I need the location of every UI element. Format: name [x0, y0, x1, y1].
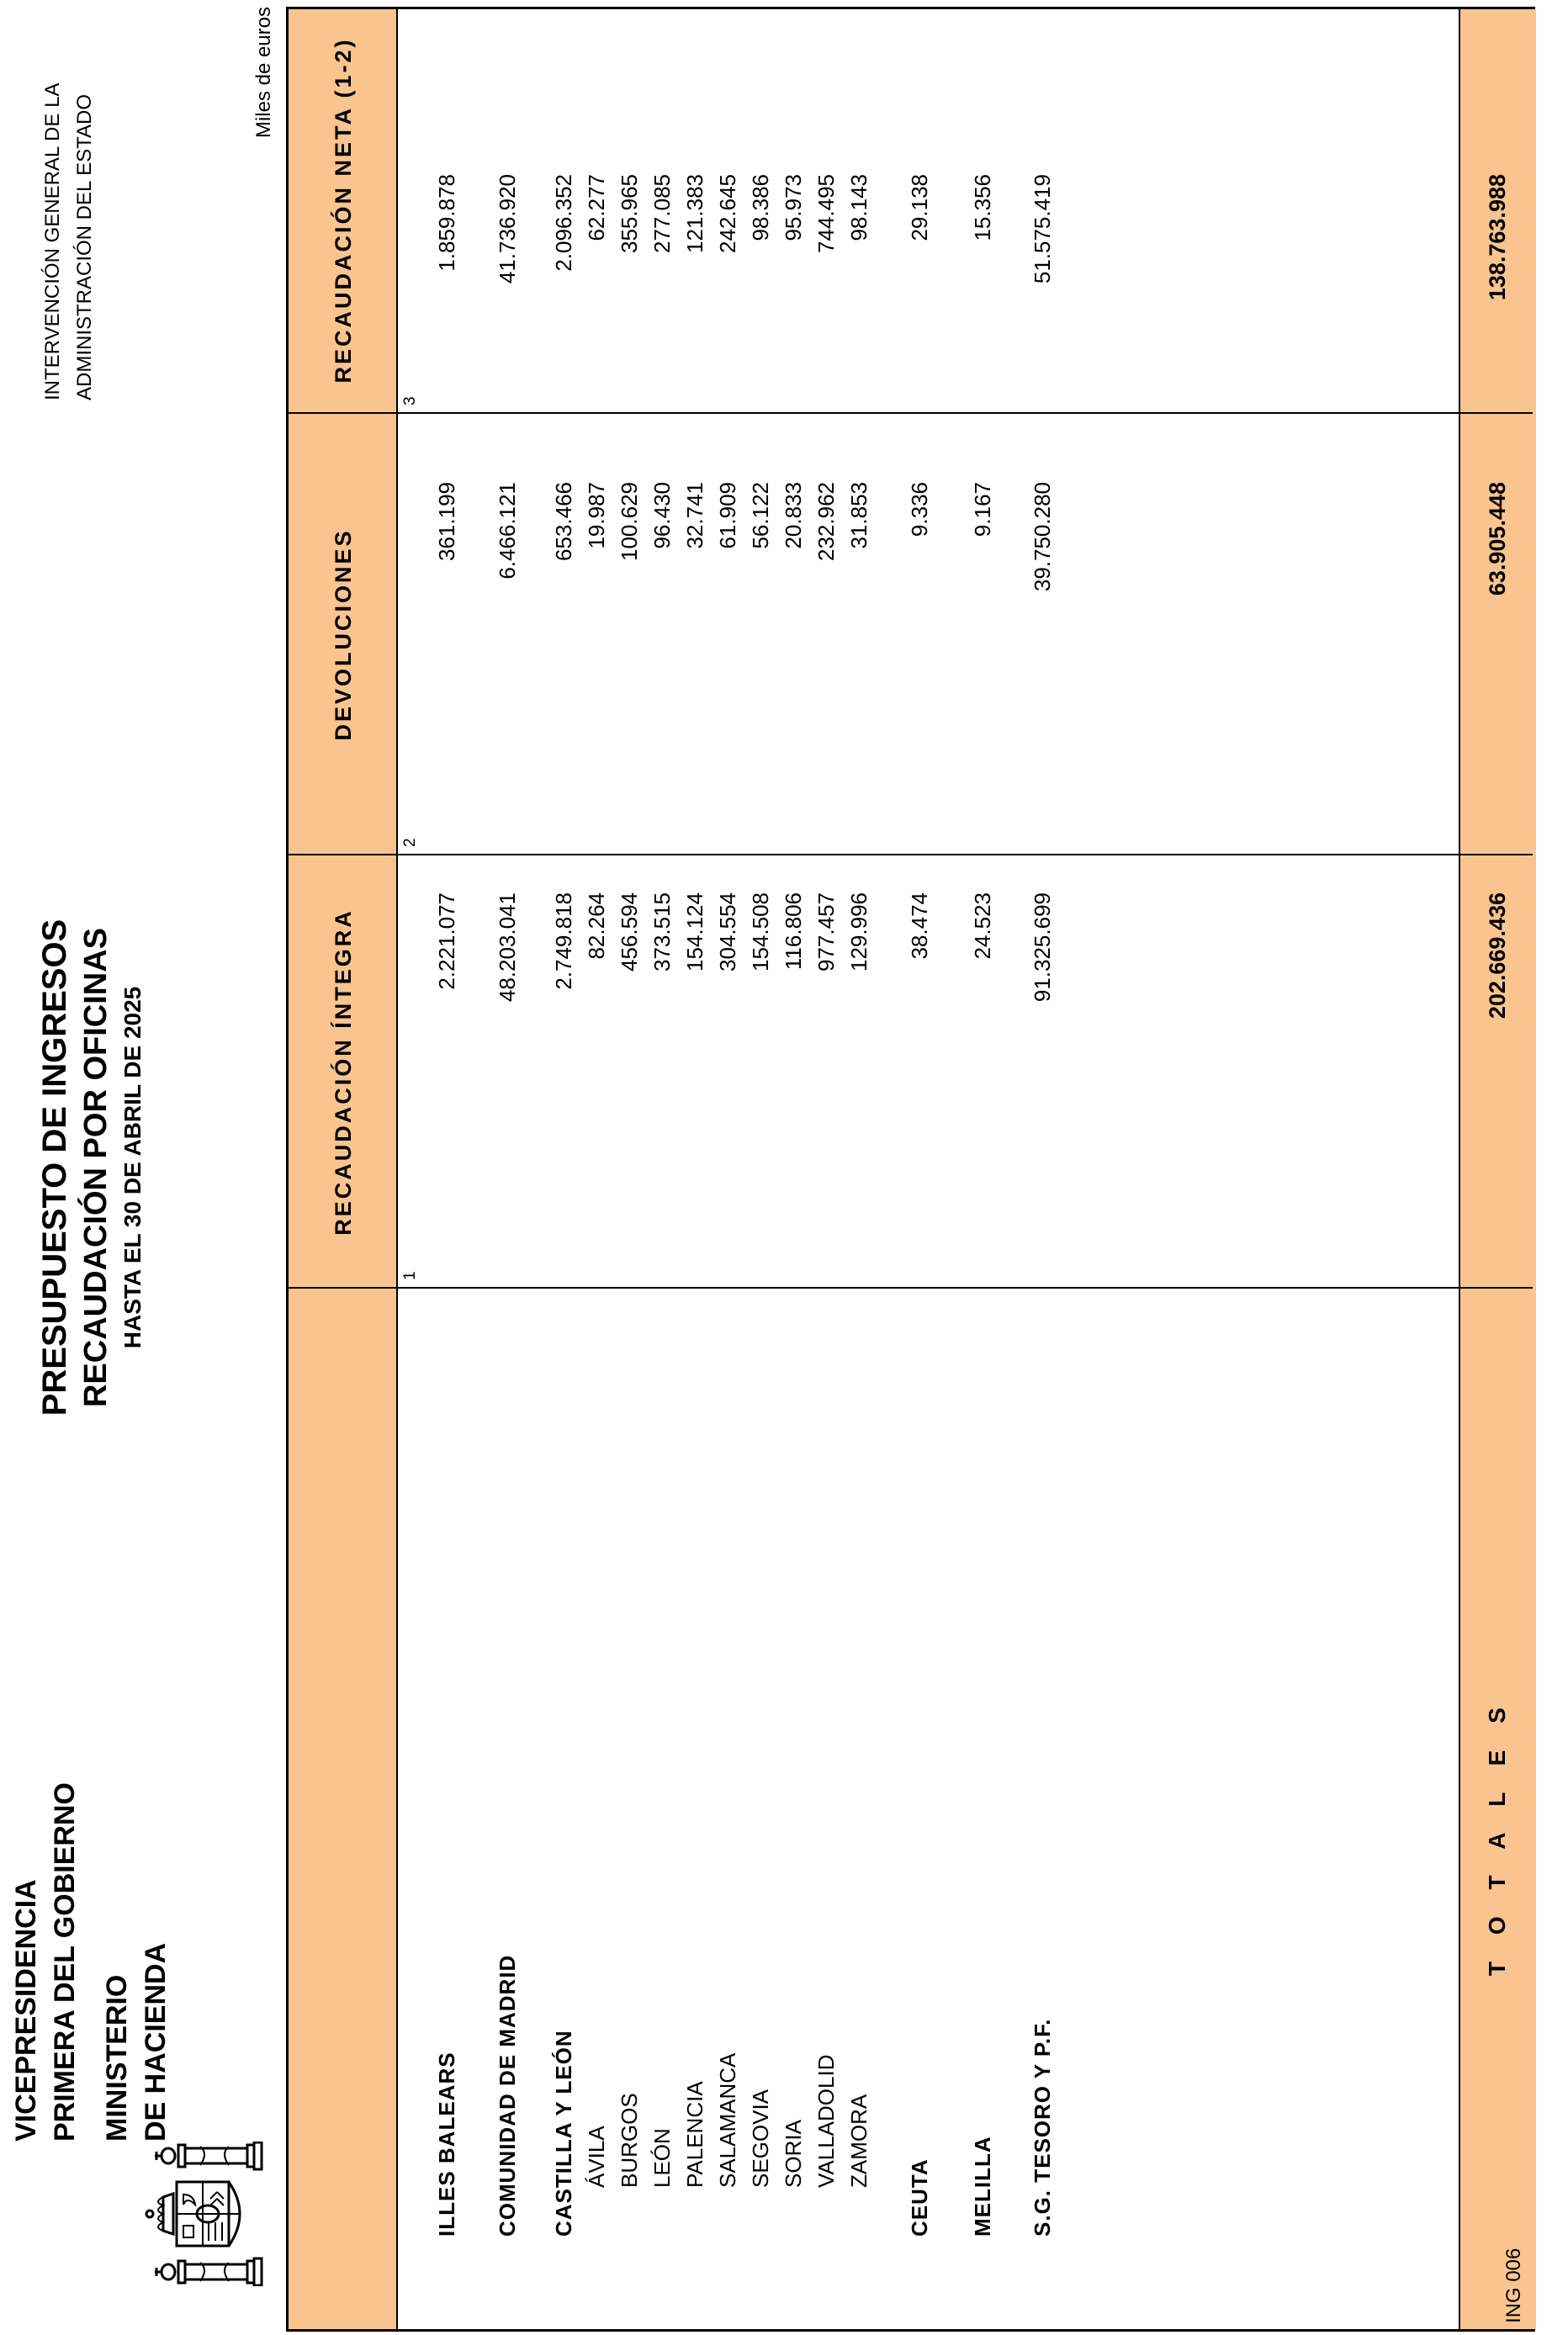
cell-devoluciones: 19.987 — [584, 482, 609, 549]
cell-devoluciones: 6.466.121 — [495, 482, 520, 580]
cell-integra: 154.508 — [748, 892, 773, 972]
cell-devoluciones: 653.466 — [551, 482, 576, 561]
revenue-table — [286, 7, 1535, 2332]
row-label-castilla-y-le-n: CASTILLA Y LEÓN — [551, 2030, 576, 2237]
cell-neta: 355.965 — [617, 174, 642, 253]
row-label-le-n: LEÓN — [649, 2128, 675, 2188]
cell-neta: 242.645 — [715, 174, 740, 253]
row-label-melilla: MELILLA — [970, 2136, 995, 2237]
report-title: PRESUPUESTO DE INGRESOS — [36, 919, 73, 1416]
row-label-burgos: BURGOS — [617, 2093, 642, 2188]
cell-neta: 744.495 — [813, 174, 839, 253]
cell-neta: 62.277 — [584, 174, 609, 241]
ministry-line: DE HACIENDA — [140, 1942, 172, 2142]
cell-devoluciones: 39.750.280 — [1030, 482, 1055, 592]
row-label-s-g-tesoro-y-p-f-: S.G. TESORO Y P.F. — [1030, 2018, 1055, 2237]
intervention-header — [37, 83, 101, 400]
cell-integra: 977.457 — [813, 892, 839, 972]
cell-neta: 121.383 — [682, 174, 707, 253]
cell-neta: 95.973 — [781, 174, 806, 241]
row-label-soria: SORIA — [781, 2120, 806, 2188]
cell-neta: 277.085 — [649, 174, 675, 253]
intervention-line: INTERVENCIÓN GENERAL DE LA — [41, 82, 64, 400]
row-label-ceuta: CEUTA — [907, 2158, 932, 2237]
cell-devoluciones: 96.430 — [649, 482, 675, 549]
cell-devoluciones: 20.833 — [781, 482, 806, 549]
cell-integra: 304.554 — [715, 892, 740, 972]
cell-devoluciones: 61.909 — [715, 482, 740, 549]
cell-devoluciones: 361.199 — [434, 482, 459, 561]
col-header-recaudacion-neta: RECAUDACIÓN NETA (1-2) — [330, 37, 356, 384]
row-label-valladolid: VALLADOLID — [813, 2054, 839, 2188]
cell-integra: 24.523 — [970, 892, 995, 960]
row-label-comunidad-de-madrid: COMUNIDAD DE MADRID — [495, 1954, 520, 2237]
cell-integra: 48.203.041 — [495, 892, 520, 1003]
cell-neta: 15.356 — [970, 174, 995, 241]
cell-integra: 456.594 — [617, 892, 642, 972]
ministry-line: PRIMERA DEL GOBIERNO — [49, 1782, 81, 2142]
cell-neta: 41.736.920 — [495, 174, 520, 284]
cell-devoluciones: 31.853 — [846, 482, 871, 549]
cell-neta: 98.143 — [846, 174, 871, 241]
row-label-zamora: ZAMORA — [846, 2094, 871, 2188]
cell-integra: 2.221.077 — [434, 892, 459, 990]
totals-integra: 202.669.436 — [1485, 892, 1510, 1019]
col-marker-3: 3 — [401, 396, 419, 405]
totals-label: T O T A L E S — [1484, 1697, 1510, 1976]
units-note: Miles de euros — [252, 7, 275, 139]
cell-integra: 373.515 — [649, 892, 675, 972]
row-label-segovia: SEGOVIA — [748, 2089, 773, 2188]
col-marker-1: 1 — [401, 1271, 419, 1280]
form-code: ING 006 — [1502, 2248, 1525, 2323]
cell-devoluciones: 9.336 — [907, 482, 932, 537]
cell-integra: 2.749.818 — [551, 892, 576, 990]
row-label-salamanca: SALAMANCA — [715, 2052, 740, 2188]
cell-integra: 116.806 — [781, 892, 806, 971]
cell-integra: 154.124 — [682, 892, 707, 972]
spain-coat-of-arms-logo — [141, 2142, 274, 2286]
cell-neta: 1.859.878 — [434, 174, 459, 272]
cell-devoluciones: 232.962 — [813, 482, 839, 561]
totals-devoluciones: 63.905.448 — [1485, 482, 1510, 596]
col-marker-2: 2 — [401, 838, 419, 847]
cell-integra: 129.996 — [846, 892, 871, 972]
row-label-palencia: PALENCIA — [682, 2081, 707, 2188]
cell-devoluciones: 32.741 — [682, 482, 707, 549]
cell-neta: 98.386 — [748, 174, 773, 241]
report-subtitle: RECAUDACIÓN POR OFICINAS — [78, 927, 114, 1408]
col-header-devoluciones: DEVOLUCIONES — [330, 528, 356, 741]
report-date-line: HASTA EL 30 DE ABRIL DE 2025 — [119, 986, 146, 1349]
col-header-recaudacion-integra: RECAUDACIÓN ÍNTEGRA — [330, 908, 356, 1236]
ministry-line: VICEPRESIDENCIA — [10, 1879, 42, 2142]
cell-neta: 2.096.352 — [551, 174, 576, 272]
cell-integra: 91.325.699 — [1030, 892, 1055, 1003]
cell-neta: 29.138 — [907, 174, 932, 241]
cell-devoluciones: 100.629 — [617, 482, 642, 561]
row-label--vila: ÁVILA — [584, 2126, 609, 2188]
cell-neta: 51.575.419 — [1030, 174, 1055, 284]
cell-devoluciones: 9.167 — [970, 482, 995, 537]
cell-devoluciones: 56.122 — [748, 482, 773, 549]
row-label-illes-balears: ILLES BALEARS — [434, 2052, 459, 2237]
intervention-line: ADMINISTRACIÓN DEL ESTADO — [73, 93, 96, 400]
cell-integra: 82.264 — [584, 892, 609, 960]
totals-neta: 138.763.988 — [1485, 174, 1510, 301]
cell-integra: 38.474 — [907, 892, 932, 960]
ministry-line: MINISTERIO — [101, 1974, 133, 2142]
